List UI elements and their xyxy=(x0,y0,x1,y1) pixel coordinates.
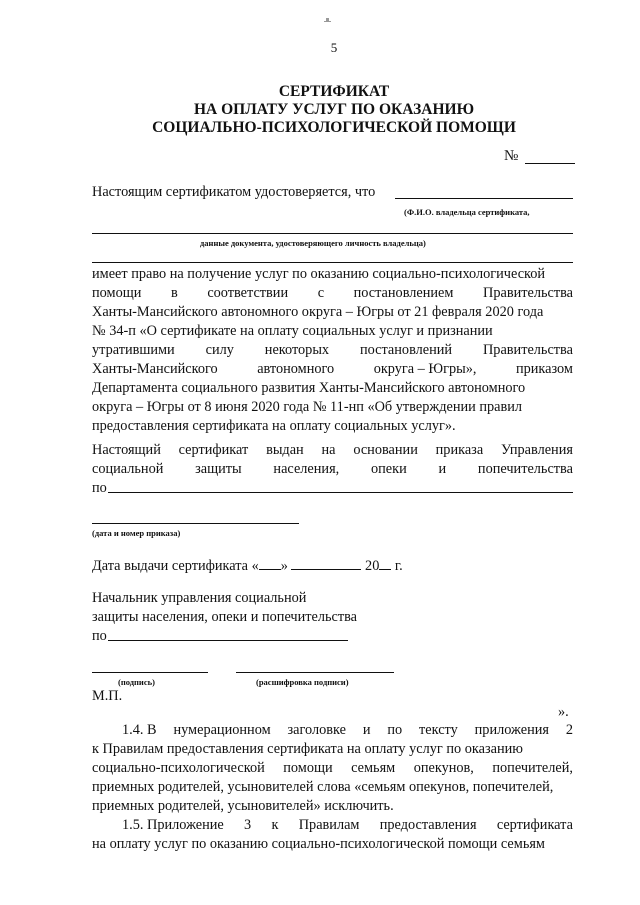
text-word: выдан xyxy=(266,442,304,458)
paragraph-issued-basis xyxy=(92,441,573,498)
text-word: на оплату услуг по оказанию социально-психологической помощи семьям xyxy=(92,836,545,852)
caption-fio: (Ф.И.О. владельца сертификата, xyxy=(404,207,530,217)
owner-extra-blank xyxy=(92,262,573,263)
text-word: постановлений xyxy=(360,342,453,358)
text-word: округа – Югры», xyxy=(373,361,477,377)
text-word: попечительства xyxy=(477,461,573,477)
title-line-1: СЕРТИФИКАТ xyxy=(278,83,390,100)
text-word: округа – Югры от 8 июня 2020 года № 11-нп «Об утверждении правил xyxy=(92,399,523,415)
stamp-place-label: М.П. xyxy=(92,688,123,704)
signature-blank xyxy=(92,672,208,673)
text-line xyxy=(92,379,573,398)
text-line xyxy=(92,721,573,740)
text-word: опекунов, xyxy=(413,760,474,776)
text-word: к Правилам предоставления сертификата на оплату услуг по оказанию xyxy=(92,741,523,757)
text-word: 2 xyxy=(565,722,573,738)
text-line xyxy=(92,322,573,341)
scan-speck xyxy=(324,21,331,22)
text-word: Настоящий xyxy=(92,442,161,458)
text-line xyxy=(92,265,573,284)
text-word: № 34-п «О сертификате на оплату социальных услуг и признании xyxy=(92,323,493,339)
text-line xyxy=(92,460,573,479)
text-word: сертификата xyxy=(496,817,573,833)
text-word: социально-психологической xyxy=(92,760,265,776)
text-word: Правительства xyxy=(482,342,573,358)
head-line-2: защиты населения, опеки и попечительства xyxy=(92,609,358,625)
text-word: автономного xyxy=(257,361,335,377)
text-word: Департамента социального развития Ханты-Мансийского автономного xyxy=(92,380,526,396)
text-word: утратившими xyxy=(92,342,175,358)
text-line xyxy=(92,835,573,854)
text-word: к xyxy=(271,817,279,833)
text-word: приемных родителей, усыновителей слова «семьям опекунов, попечителей, xyxy=(92,779,554,795)
text-word: на xyxy=(321,442,336,458)
text-word: с xyxy=(317,285,325,301)
text-word: приложения xyxy=(474,722,549,738)
text-word: социальной xyxy=(92,461,164,477)
page-number: 5 xyxy=(330,40,338,55)
text-word: соответствии xyxy=(207,285,289,301)
text-word: приемных родителей, усыновителей» исключить. xyxy=(92,798,394,814)
issue-day-blank xyxy=(259,568,281,570)
text-word: и xyxy=(438,461,447,477)
text-word: 1.4. В xyxy=(122,722,157,738)
text-line xyxy=(92,479,573,498)
text-word: Управления xyxy=(501,442,573,458)
intro-text: Настоящим сертификатом удостоверяется, что xyxy=(92,184,376,200)
order-basis-blank xyxy=(108,492,573,493)
issue-year-prefix: 20 xyxy=(365,558,380,574)
caption-order: (дата и номер приказа) xyxy=(92,528,181,538)
text-word: по xyxy=(387,722,403,738)
text-word: населения, xyxy=(273,461,340,477)
order-date-number-blank xyxy=(92,523,299,524)
signature-decoding-blank xyxy=(236,672,394,673)
owner-name-blank xyxy=(395,198,573,199)
certificate-number-label: № xyxy=(504,148,519,164)
text-word: Правительства xyxy=(483,285,573,301)
head-line-1: Начальник управления социальной xyxy=(92,590,307,606)
text-word: по xyxy=(92,480,107,496)
text-word: заголовке xyxy=(287,722,346,738)
text-line xyxy=(92,816,573,835)
head-line-3: по xyxy=(92,628,107,644)
head-territory-blank xyxy=(108,640,348,641)
text-word: некоторых xyxy=(264,342,330,358)
issue-year-blank xyxy=(379,568,391,570)
text-line xyxy=(92,398,573,417)
text-word: 1.5. Приложение xyxy=(122,817,224,833)
issue-year-suffix: г. xyxy=(391,558,403,574)
text-word: предоставления xyxy=(379,817,477,833)
text-word: приказом xyxy=(515,361,573,377)
caption-decoding: (расшифровка подписи) xyxy=(256,677,349,687)
text-line xyxy=(92,441,573,460)
title-line-2: НА ОПЛАТУ УСЛУГ ПО ОКАЗАНИЮ xyxy=(193,101,475,118)
text-line xyxy=(92,360,573,379)
text-word: 3 xyxy=(244,817,252,833)
text-word: нумерационном xyxy=(173,722,271,738)
text-line xyxy=(92,284,573,303)
issue-date-label: Дата выдачи сертификата « xyxy=(92,558,259,574)
text-word: силу xyxy=(205,342,234,358)
issue-month-blank xyxy=(291,568,361,570)
issue-date-row xyxy=(92,558,403,575)
paragraph-entitlement xyxy=(92,265,573,436)
text-word: семьям xyxy=(351,760,396,776)
text-word: опеки xyxy=(370,461,407,477)
issue-date-close: » xyxy=(280,558,288,574)
text-word: Правилам xyxy=(298,817,360,833)
text-word: попечителей, xyxy=(492,760,573,776)
text-line xyxy=(92,778,573,797)
caption-signature: (подпись) xyxy=(118,677,155,687)
title-line-3: СОЦИАЛЬНО-ПСИХОЛОГИЧЕСКОЙ ПОМОЩИ xyxy=(152,119,516,136)
text-line xyxy=(92,759,573,778)
text-word: Ханты-Мансийского xyxy=(92,361,218,377)
text-word: в xyxy=(170,285,178,301)
text-line xyxy=(92,341,573,360)
text-word: основании xyxy=(353,442,418,458)
text-line xyxy=(92,417,573,436)
head-signatory-block xyxy=(92,589,357,646)
text-word: помощи xyxy=(283,760,333,776)
paragraph-1-4 xyxy=(92,721,573,816)
caption-document: данные документа, удостоверяющего личность владельца) xyxy=(200,238,426,248)
text-word: постановлением xyxy=(353,285,454,301)
text-word: защиты xyxy=(195,461,242,477)
text-word: приказа xyxy=(435,442,484,458)
text-word: имеет право на получение услуг по оказанию социально-психологической xyxy=(92,266,546,282)
closing-quote: ». xyxy=(558,704,569,720)
text-word: тексту xyxy=(419,722,458,738)
paragraph-1-5 xyxy=(92,816,573,854)
text-line xyxy=(92,740,573,759)
certificate-number-blank xyxy=(525,163,575,164)
text-word: и xyxy=(362,722,371,738)
text-word: Ханты-Мансийского автономного округа – Югры от 21 февраля 2020 года xyxy=(92,304,544,320)
text-word: помощи xyxy=(92,285,142,301)
text-word: предоставления сертификата на оплату социальных услуг». xyxy=(92,418,456,434)
text-word: сертификат xyxy=(178,442,249,458)
text-line xyxy=(92,303,573,322)
owner-document-blank xyxy=(92,233,573,234)
text-line xyxy=(92,797,573,816)
